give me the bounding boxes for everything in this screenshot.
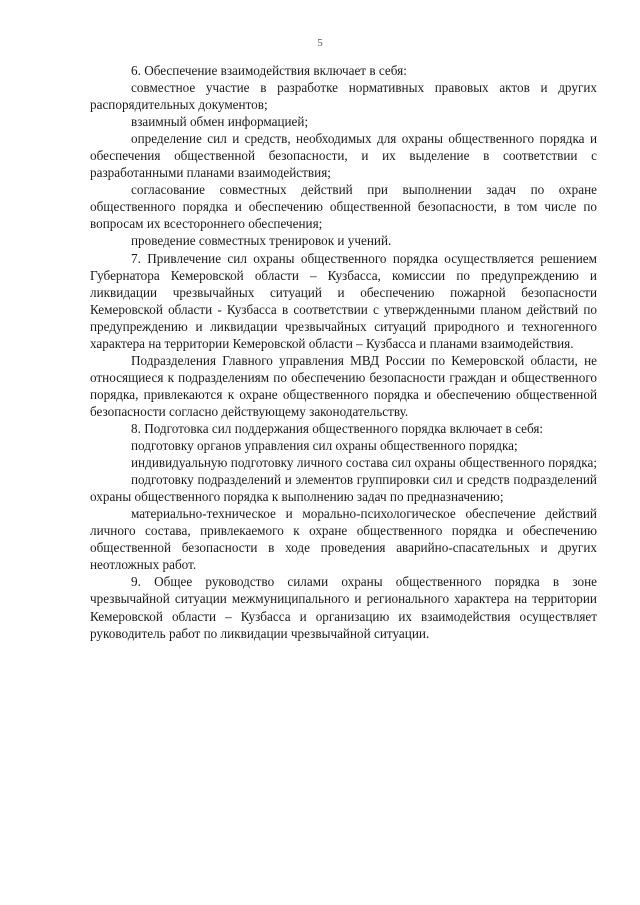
page-number: 5: [317, 37, 323, 49]
paragraph-8-item-command: подготовку органов управления сил охраны общественного порядка;: [131, 438, 518, 454]
paragraph-6-item-forces-definition: определение сил и средств, необходимых для охраны общественного порядка и обеспечения общественной безопасности, и их выделение в соответствии с разработанными планами взаимодействия;: [90, 131, 597, 181]
paragraph-6-item-trainings: проведение совместных тренировок и учений.: [131, 233, 392, 249]
document-body: [90, 62, 597, 642]
paragraph-7-mvd: Подразделения Главного управления МВД России по Кемеровской области, не относящиеся к подразделениям по обеспечению безопасности граждан и общественного порядка, привлекаются к охране общественного порядка и обеспечению общественной безопасности согласно действующему законодательству.: [90, 352, 597, 419]
paragraph-6-intro: 6. Обеспечение взаимодействия включает в себя:: [131, 63, 407, 78]
paragraph-8-item-support: материально-техническое и морально-психологическое обеспечение действий личного состава, привлекаемого к охране общественного порядка и обеспечению общественной безопасности в ходе проведения аварийно-спасательных и других неотложных работ.: [90, 506, 597, 573]
paragraph-6-item-legal-acts: совместное участие в разработке нормативных правовых актов и других распорядительных документов;: [90, 80, 597, 113]
paragraph-8-item-individual: индивидуальную подготовку личного состава сил охраны общественного порядка;: [131, 455, 597, 471]
paragraph-6-item-info-exchange: взаимный обмен информацией;: [131, 114, 309, 130]
paragraph-8-item-units: подготовку подразделений и элементов группировки сил и средств подразделений охраны общественного порядка к выполнению задач по предназначению;: [90, 472, 597, 505]
paragraph-7: 7. Привлечение сил охраны общественного порядка осуществляется решением Губернатора Кемеровской области – Кузбасса, комиссии по предупреждению и ликвидации чрезвычайных ситуаций и обеспечению пожарной безопасности Кемеровской области - Кузбасса в соответствии с утвержденными планом действий по предупреждению и ликвидации чрезвычайных ситуаций природного и техногенного характера на территории Кемеровской области – Кузбасса и планами взаимодействия.: [90, 250, 597, 351]
paragraph-9: 9. Общее руководство силами охраны общественного порядка в зоне чрезвычайной ситуации межмуниципального и регионального характера на территории Кемеровской области – Кузбасса и организацию их взаимодействия осуществляет руководитель работ по ликвидации чрезвычайной ситуации.: [90, 574, 597, 641]
paragraph-6-item-coordination: согласование совместных действий при выполнении задач по охране общественного порядка и обеспечению общественной безопасности, в том числе по вопросам их всестороннего обеспечения;: [90, 182, 597, 232]
paragraph-8-intro: 8. Подготовка сил поддержания общественного порядка включает в себя:: [131, 420, 544, 436]
